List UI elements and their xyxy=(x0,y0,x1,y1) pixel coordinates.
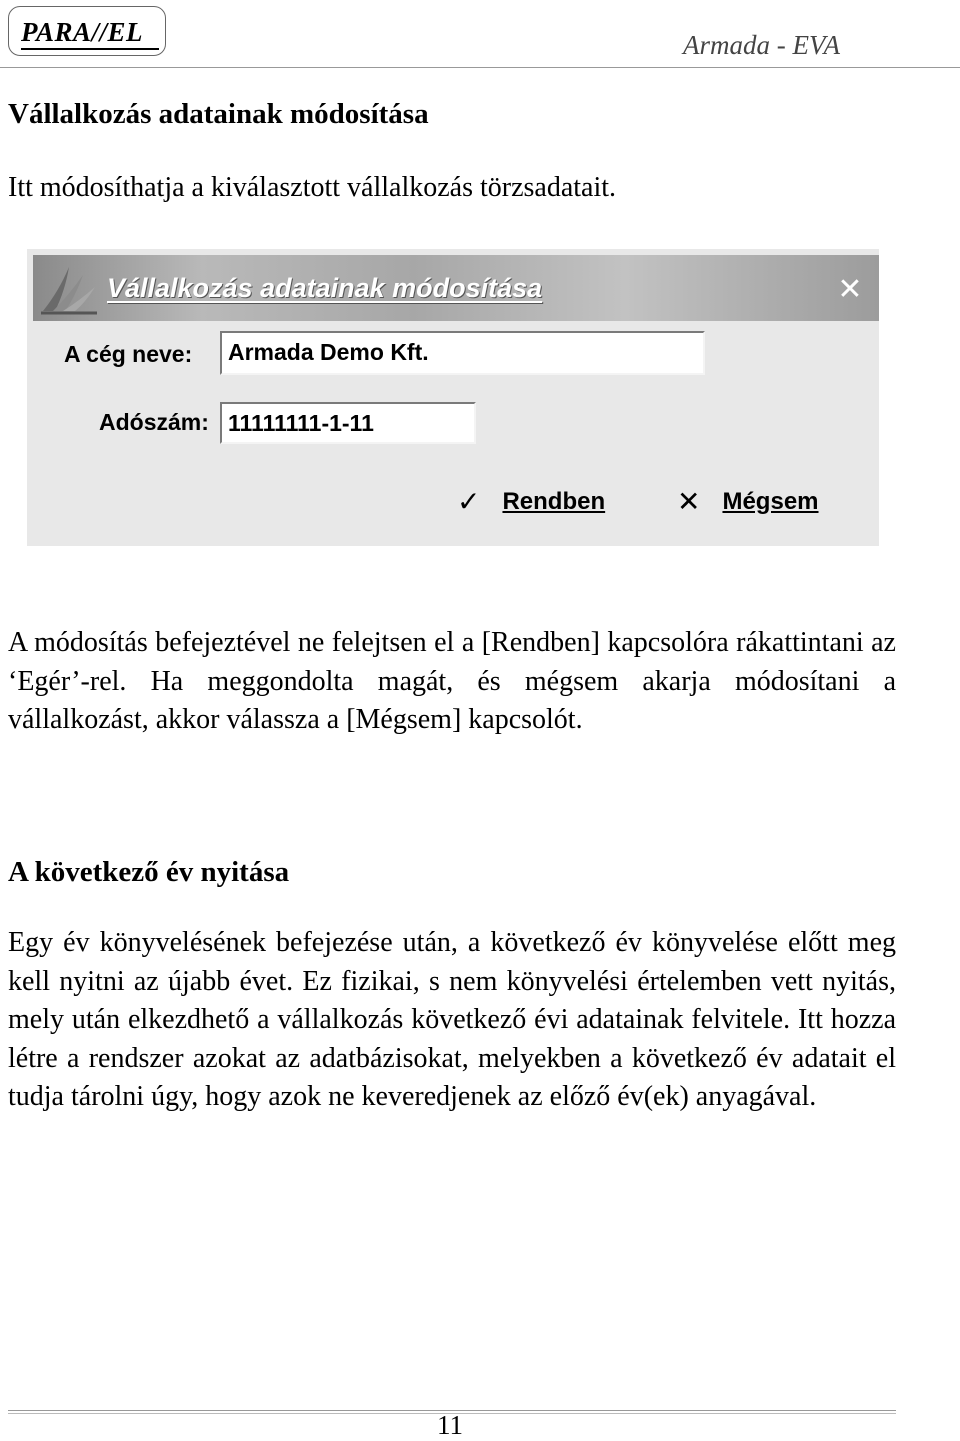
modify-company-dialog xyxy=(27,249,879,546)
checkmark-icon: ✓ xyxy=(457,486,481,517)
page-number: 11 xyxy=(437,1410,463,1440)
close-icon[interactable]: ✕ xyxy=(837,273,863,306)
header-product-name: Armada - EVA xyxy=(683,30,840,60)
instructions-paragraph: A módosítás befejeztével ne felejtsen el a [Rendben] kapcsolóra rákattintani az ‘Egér’-rel. Ha meggondolta magát, és mégsem akarja módosítani a vállalkozást, akkor válassza a [Mégsem] kapcsolót. xyxy=(8,627,896,735)
parallel-logo xyxy=(8,6,166,56)
logo-text: PARA//EL xyxy=(21,17,144,47)
logo-underline xyxy=(21,48,159,50)
header-divider xyxy=(0,67,960,68)
ok-button-label: Rendben xyxy=(502,487,606,515)
book-icon xyxy=(39,261,99,317)
cross-icon: ✕ xyxy=(677,486,701,517)
ok-button[interactable] xyxy=(457,485,605,518)
cancel-button[interactable] xyxy=(677,485,819,518)
tax-number-label: Adószám: xyxy=(99,409,209,435)
company-name-label: A cég neve: xyxy=(64,341,193,367)
company-name-input[interactable]: Armada Demo Kft. xyxy=(220,331,705,375)
tax-number-input[interactable]: 11111111-1-11 xyxy=(220,402,476,444)
next-year-paragraph: Egy év könyvelésének befejezése után, a következő év könyvelése előtt meg kell nyitni az újabb évet. Ez fizikai, s nem könyvelési értelemben vett nyitás, mely után elkezdhető a vállalkozás következő évi adatainak felvitele. Itt hozza létre a rendszer azokat az adatbázisokat, melyekben a következő év adatait el tudja tárolni úgy, hogy azok ne keveredjenek az előző év(ek) anyagával. xyxy=(8,927,896,1112)
section-title-next-year: A következő év nyitása xyxy=(8,856,290,888)
section-intro: Itt módosíthatja a kiválasztott vállalkozás törzsadatait. xyxy=(8,172,617,203)
section-title-modify: Vállalkozás adatainak módosítása xyxy=(8,98,429,130)
dialog-titlebar xyxy=(33,255,879,321)
cancel-button-label: Mégsem xyxy=(722,487,819,515)
dialog-title: Vállalkozás adatainak módosítása xyxy=(107,273,543,303)
